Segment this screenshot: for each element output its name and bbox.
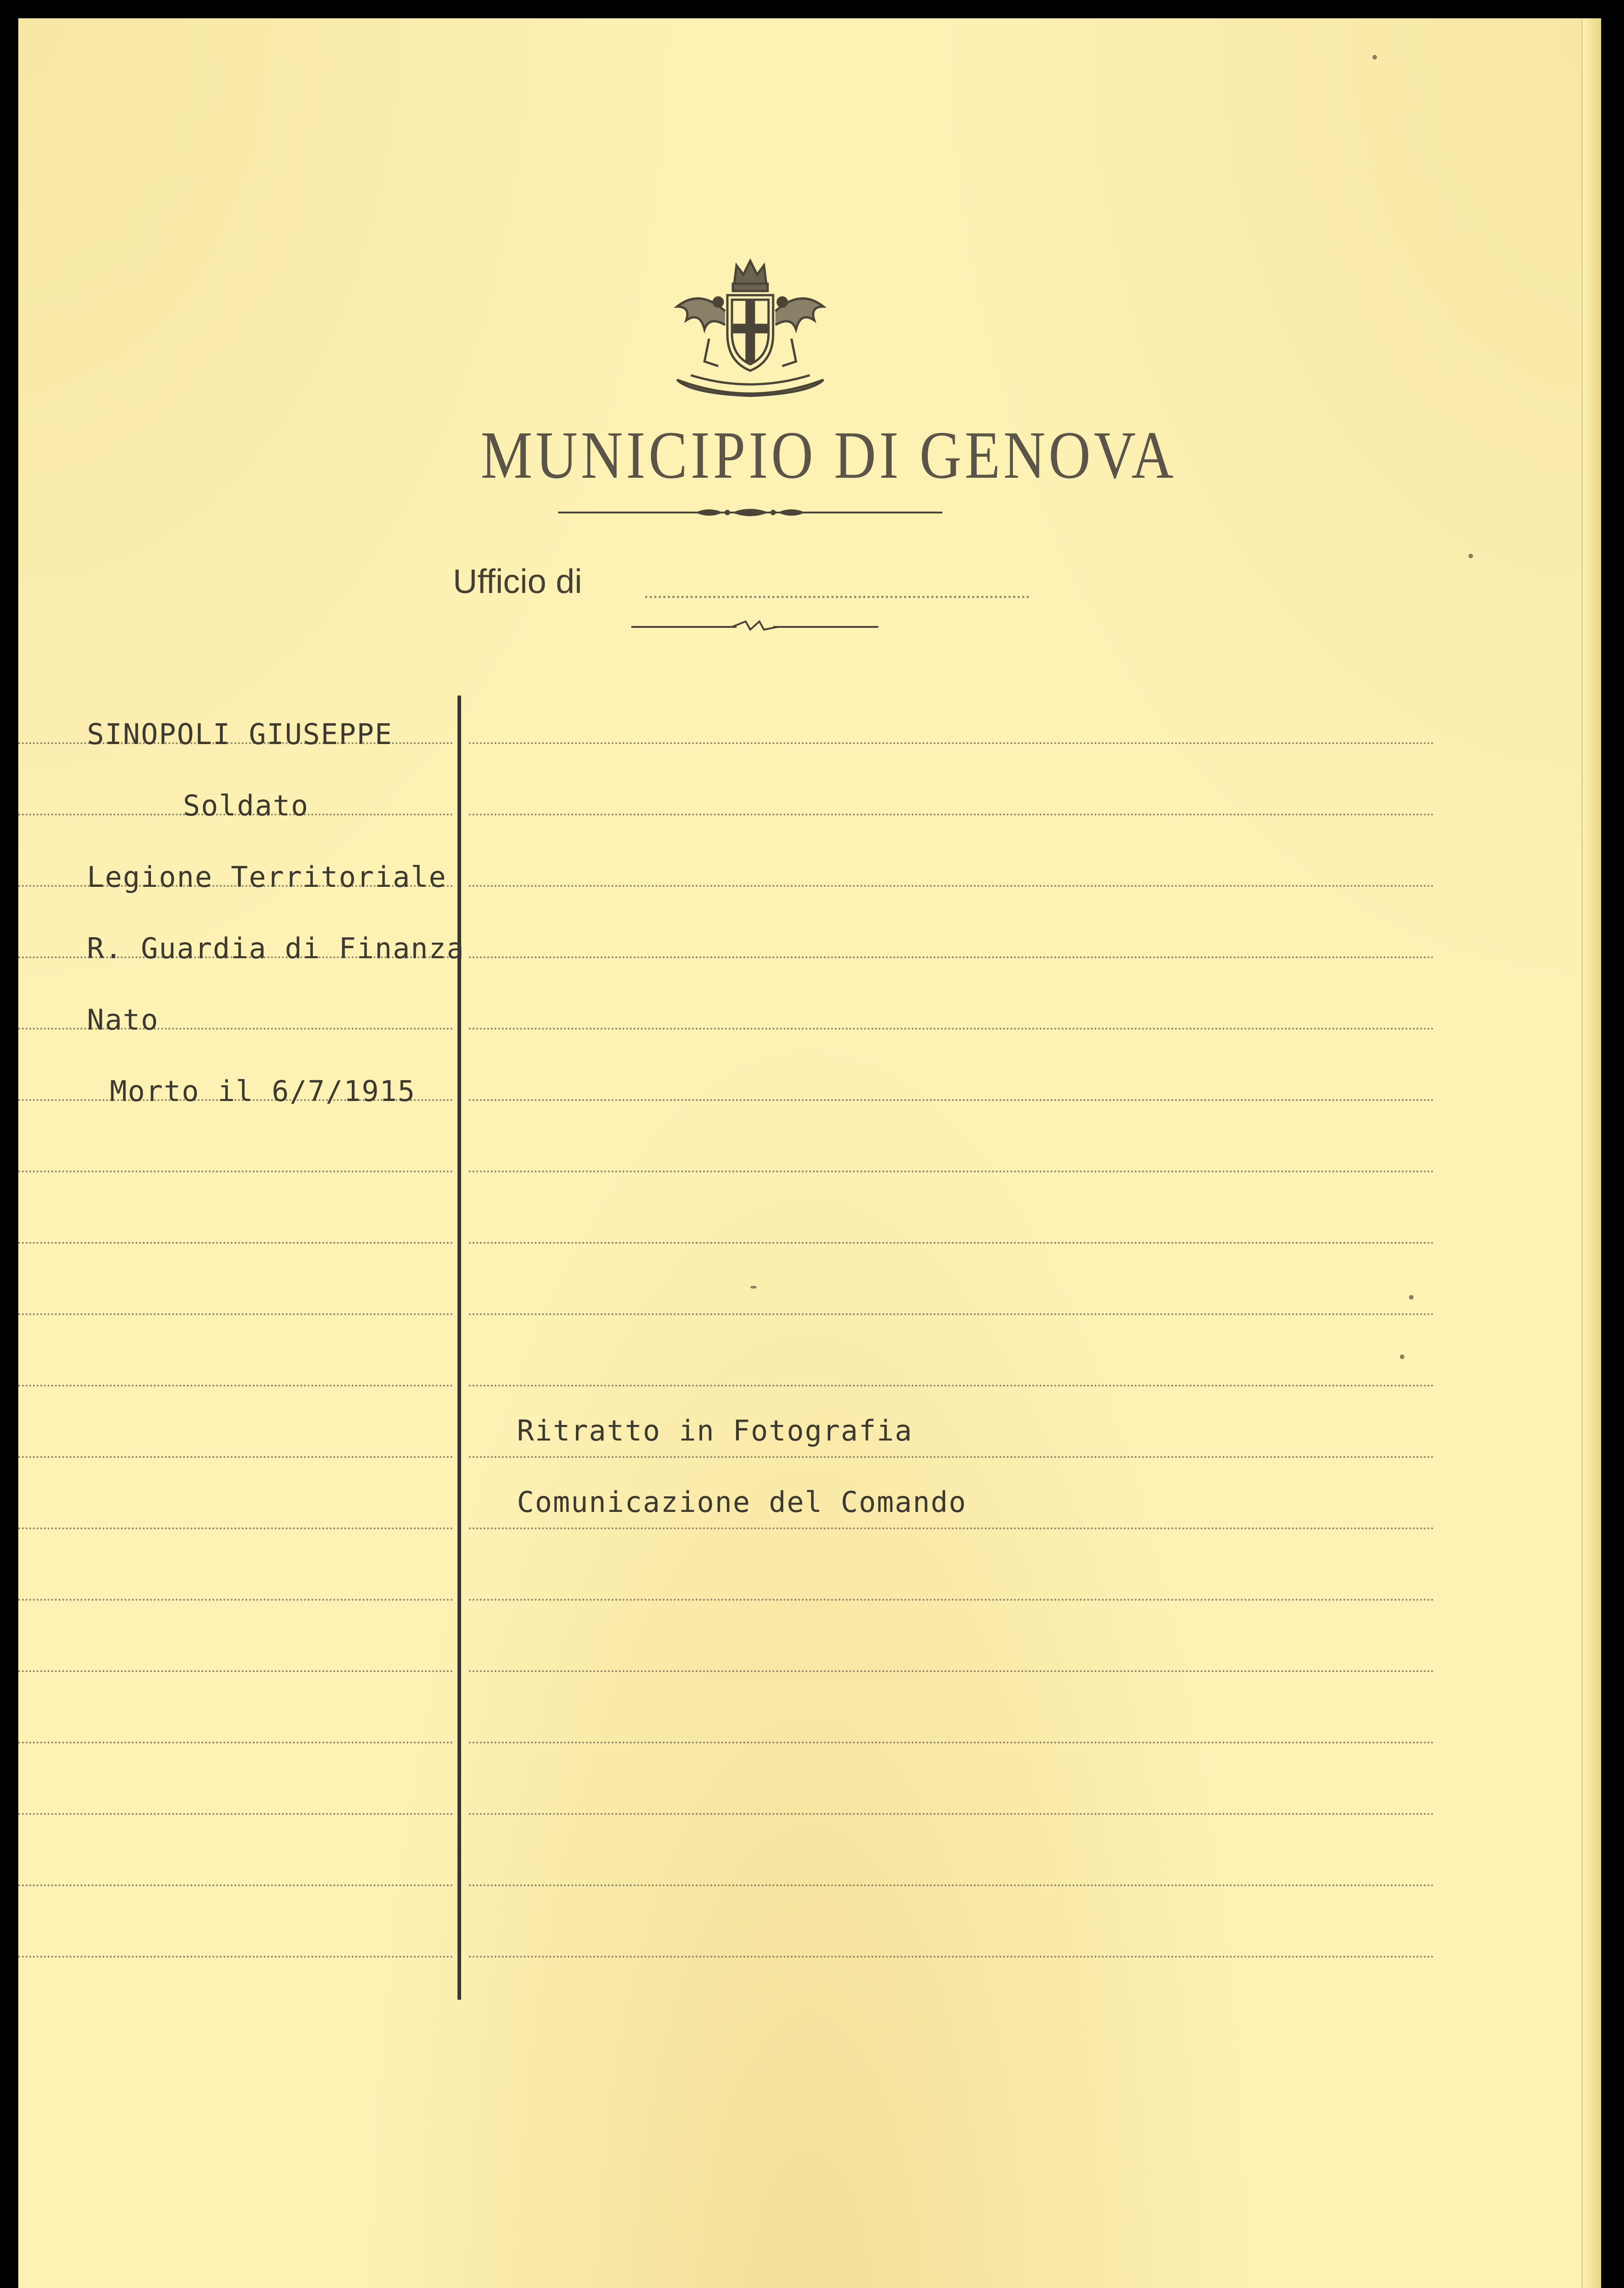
right-rule-15 <box>469 1742 1434 1743</box>
right-rule-10 <box>469 1385 1434 1387</box>
left-rule-12 <box>18 1527 453 1529</box>
left-rule-8 <box>18 1242 453 1244</box>
right-rule-18 <box>469 1956 1434 1958</box>
right-rule-11 <box>469 1456 1434 1458</box>
right-rule-6 <box>469 1099 1434 1101</box>
paper-speck <box>1372 55 1377 59</box>
coat-of-arms-icon <box>659 256 842 407</box>
column-divider <box>457 696 461 2000</box>
right-rule-9 <box>469 1313 1434 1315</box>
paper-speck <box>750 1286 757 1289</box>
left-rule-14 <box>18 1670 453 1672</box>
left-rule-15 <box>18 1742 453 1743</box>
unit-entry: Legione Territoriale <box>87 860 447 894</box>
right-rule-14 <box>469 1670 1434 1672</box>
birth-entry: Nato <box>87 1003 159 1036</box>
paper-edge <box>1581 18 1601 2288</box>
office-ornament <box>631 618 878 633</box>
office-fill-line <box>645 596 1029 598</box>
left-rule-11 <box>18 1456 453 1458</box>
rank-entry: Soldato <box>183 789 309 822</box>
right-rule-2 <box>469 814 1434 815</box>
photo-entry: Ritratto in Fotografia <box>517 1414 913 1447</box>
right-rule-3 <box>469 885 1434 887</box>
right-rule-17 <box>469 1884 1434 1886</box>
left-rule-17 <box>18 1884 453 1886</box>
corps-entry: R. Guardia di Finanza <box>87 932 465 965</box>
left-rule-18 <box>18 1956 453 1958</box>
paper-speck <box>1468 554 1473 558</box>
municipality-title: MUNICIPIO DI GENOVA <box>480 418 1177 493</box>
paper-speck <box>1400 1354 1404 1359</box>
left-rule-16 <box>18 1813 453 1815</box>
right-rule-4 <box>469 956 1434 958</box>
right-rule-5 <box>469 1028 1434 1030</box>
death-entry: Morto il 6/7/1915 <box>110 1074 416 1108</box>
title-ornament <box>558 503 942 522</box>
right-rule-12 <box>469 1527 1434 1529</box>
right-rule-8 <box>469 1242 1434 1244</box>
paper-speck <box>1409 1295 1414 1300</box>
left-rule-13 <box>18 1599 453 1601</box>
left-rule-10 <box>18 1385 453 1387</box>
communication-entry: Comunicazione del Comando <box>517 1485 967 1519</box>
left-rule-7 <box>18 1171 453 1172</box>
left-rule-5 <box>18 1028 453 1030</box>
right-rule-1 <box>469 742 1434 744</box>
name-entry: SINOPOLI GIUSEPPE <box>87 718 393 751</box>
right-rule-13 <box>469 1599 1434 1601</box>
office-label: Ufficio di <box>453 562 582 600</box>
document-sheet <box>18 18 1601 2288</box>
left-rule-9 <box>18 1313 453 1315</box>
right-rule-7 <box>469 1171 1434 1172</box>
right-rule-16 <box>469 1813 1434 1815</box>
